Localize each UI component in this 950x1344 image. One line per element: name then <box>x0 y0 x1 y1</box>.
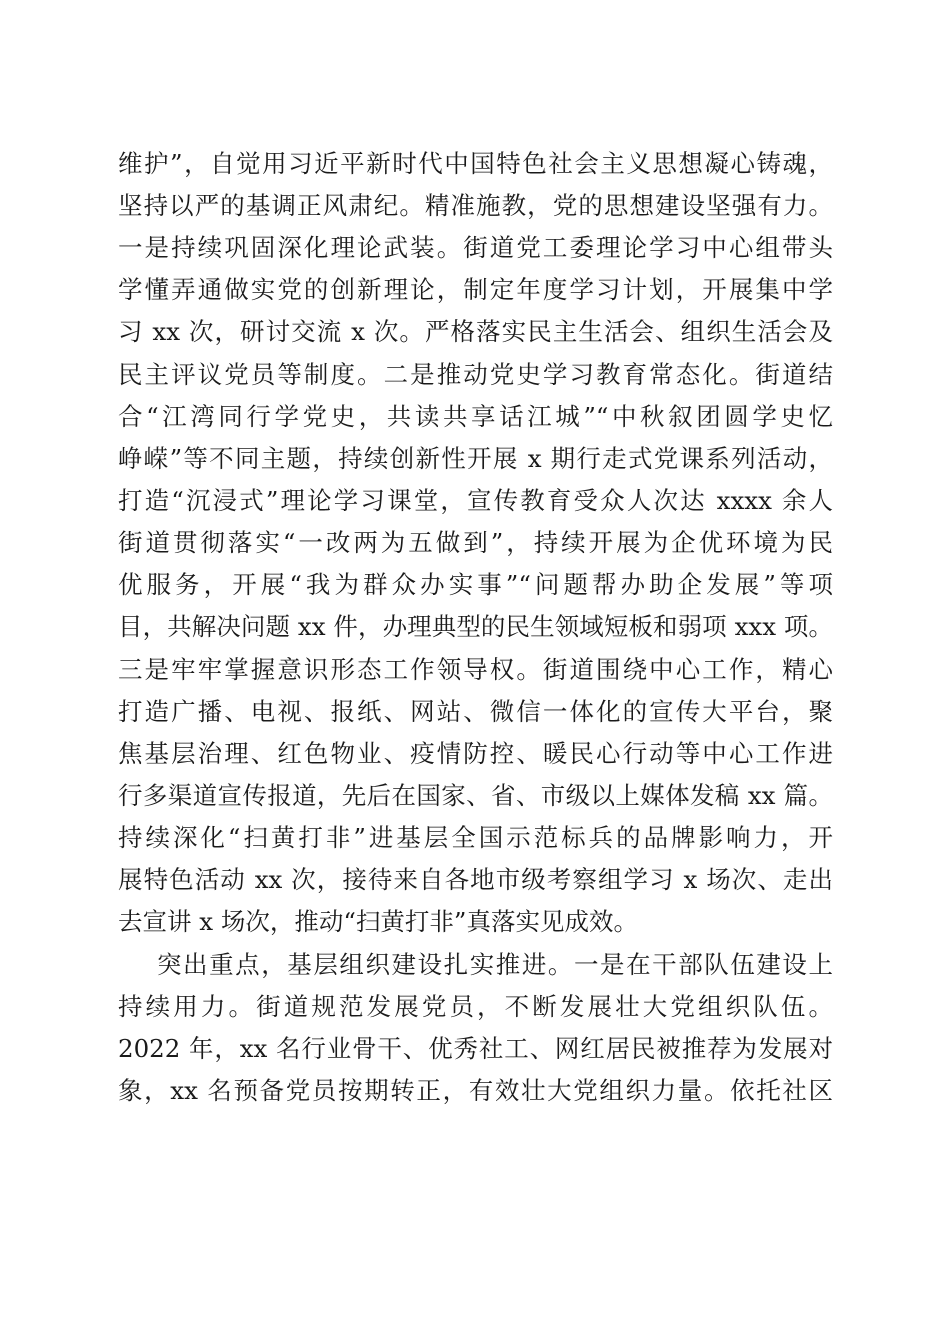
body-text-line: 目，共解决问题 xx 件，办理典型的民生领域短板和弱项 xxx 项。 <box>118 612 833 641</box>
body-text-line: 三是牢牢掌握意识形态工作领导权。街道围绕中心工作，精心 <box>118 655 833 684</box>
body-text-line: 持续深化“扫黄打非”进基层全国示范标兵的品牌影响力，开 <box>118 823 833 852</box>
body-text-line: 突出重点，基层组织建设扎实推进。一是在干部队伍建设上 <box>157 950 833 979</box>
body-text-line: 去宣讲 x 场次，推动“扫黄打非”真落实见成效。 <box>118 907 638 936</box>
body-text-line: 街道贯彻落实“一改两为五做到”，持续开展为企优环境为民 <box>118 528 833 557</box>
body-text-line: 象，xx 名预备党员按期转正，有效壮大党组织力量。依托社区 <box>118 1076 833 1105</box>
body-text-line: 打造广播、电视、报纸、网站、微信一体化的宣传大平台，聚 <box>118 697 833 726</box>
body-text-line: 持续用力。街道规范发展党员，不断发展壮大党组织队伍。 <box>118 992 833 1021</box>
body-text-line: 峥嵘”等不同主题，持续创新性开展 x 期行走式党课系列活动， <box>118 444 833 473</box>
body-text-line: 优服务，开展“我为群众办实事”“问题帮办助企发展”等项 <box>118 570 833 599</box>
body-text-line: 维护”，自觉用习近平新时代中国特色社会主义思想凝心铸魂， <box>118 149 833 178</box>
body-text-line: 坚持以严的基调正风肃纪。精准施教，党的思想建设坚强有力。 <box>118 191 833 220</box>
body-text-line: 2022 年，xx 名行业骨干、优秀社工、网红居民被推荐为发展对 <box>118 1034 833 1063</box>
body-text-line: 打造“沉浸式”理论学习课堂，宣传教育受众人次达 xxxx 余人 <box>118 486 833 515</box>
body-text-line: 焦基层治理、红色物业、疫情防控、暖民心行动等中心工作进 <box>118 739 833 768</box>
body-text-line: 一是持续巩固深化理论武装。街道党工委理论学习中心组带头 <box>118 233 833 262</box>
body-text-line: 习 xx 次，研讨交流 x 次。严格落实民主生活会、组织生活会及 <box>118 317 833 346</box>
body-text-line: 民主评议党员等制度。二是推动党史学习教育常态化。街道结 <box>118 360 833 389</box>
body-text-line: 合“江湾同行学党史，共读共享话江城”“中秋叙团圆学史忆 <box>118 402 833 431</box>
body-text-line: 行多渠道宣传报道，先后在国家、省、市级以上媒体发稿 xx 篇。 <box>118 781 833 810</box>
body-text-line: 学懂弄通做实党的创新理论，制定年度学习计划，开展集中学 <box>118 275 833 304</box>
body-text-line: 展特色活动 xx 次，接待来自各地市级考察组学习 x 场次、走出 <box>118 865 833 894</box>
